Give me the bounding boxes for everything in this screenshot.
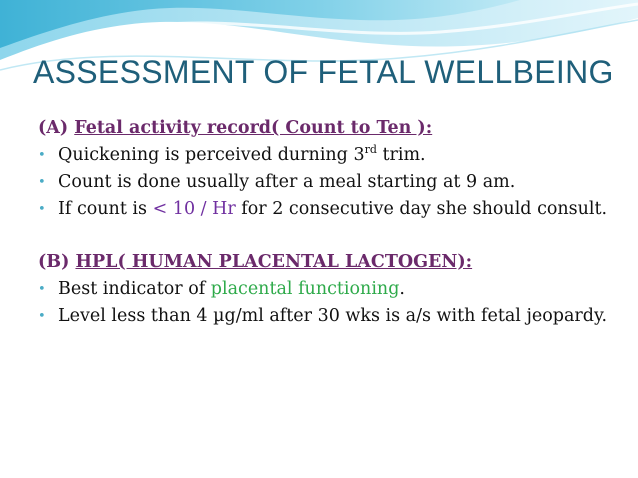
list-item-count-timing (38, 169, 623, 196)
section-b-heading (38, 249, 623, 276)
bullet-icon: • (38, 175, 46, 190)
list-item-best-indicator (38, 276, 623, 303)
bullet-icon: • (38, 282, 46, 297)
item-text: Quickening is perceived durning 3 (58, 145, 365, 165)
section-b-title: HPL( HUMAN PLACENTAL LACTOGEN): (75, 252, 473, 272)
bullet-icon: • (38, 148, 46, 163)
item-text: If count is (58, 199, 153, 219)
slide-title: ASSESSMENT OF FETAL WELLBEING (33, 54, 614, 90)
slide-body (38, 115, 623, 330)
item-text-tail: trim. (376, 145, 426, 165)
list-item-quickening (38, 142, 623, 169)
item-text-tail: for 2 consecutive day she should consult. (235, 199, 608, 219)
item-text: Count is done usually after a meal starting at 9 am. (58, 172, 516, 192)
section-b-prefix: (B) (38, 252, 76, 272)
item-highlight: < 10 / Hr (152, 199, 236, 219)
bullet-icon: • (38, 202, 46, 217)
section-a-heading (38, 115, 623, 142)
section-a-prefix: (A) (38, 118, 75, 138)
item-text: Best indicator of (58, 279, 211, 299)
list-item-hpl-level (38, 303, 623, 330)
item-text: Level less than 4 µg/ml after 30 wks is a/s with fetal jeopardy. (58, 306, 608, 326)
section-gap (38, 223, 623, 249)
list-item-count-threshold (38, 196, 623, 223)
item-text-tail: . (399, 279, 405, 299)
item-superscript: rd (364, 143, 377, 157)
bullet-icon: • (38, 309, 46, 324)
section-a-title: Fetal activity record( Count to Ten ): (74, 118, 433, 138)
item-highlight: placental functioning (210, 279, 400, 299)
